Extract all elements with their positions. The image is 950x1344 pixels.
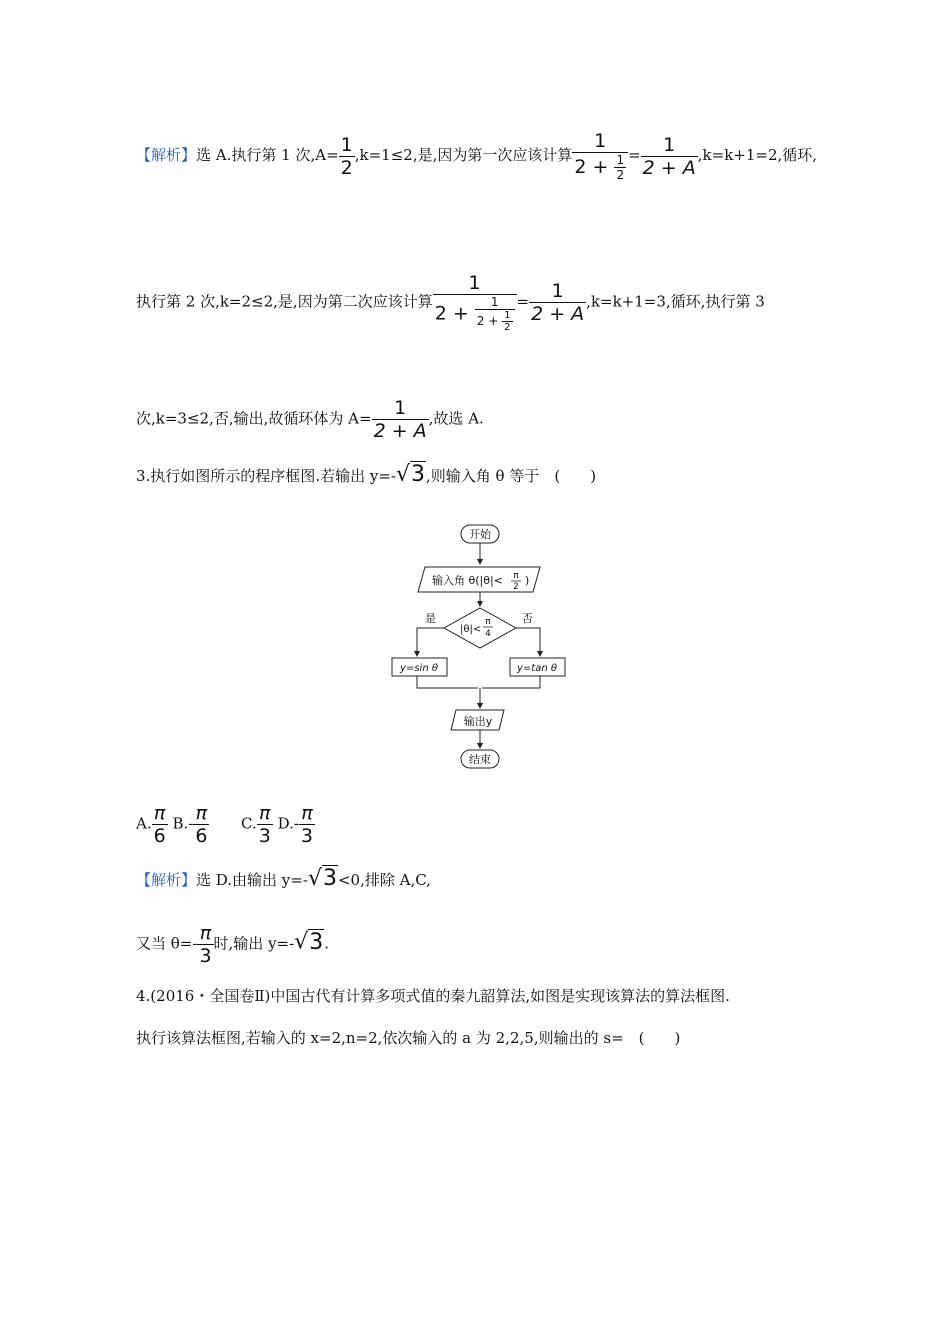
radicand: 3 <box>411 462 425 487</box>
option-c-fraction <box>257 802 273 847</box>
numerator: π <box>152 802 168 825</box>
solution-tag: 【解析】 <box>136 871 197 889</box>
text: ,故选 A. <box>428 409 484 428</box>
tan-label: y=tan θ <box>517 663 557 674</box>
continued-fraction-2 <box>433 272 517 333</box>
input-pi: π <box>513 571 519 581</box>
cond-pi: π <box>485 617 491 627</box>
denominator: 6 <box>195 825 208 847</box>
solution-q3-continued <box>136 922 329 967</box>
yes-label: 是 <box>425 612 436 625</box>
question-4-line-2: 执行该算法框图,若输入的 x=2,n=2,依次输入的 a 为 2,2,5,则输出的 s= ( ) <box>136 1029 681 1047</box>
equals: = <box>516 292 530 311</box>
solution-tag: 【解析】 <box>136 146 197 164</box>
denominator: 2 + A <box>531 303 585 325</box>
denominator: 6 <box>153 825 166 847</box>
denominator: 3 <box>258 825 271 847</box>
inner-inner-fraction <box>502 310 512 333</box>
inner-fraction <box>614 153 626 182</box>
denominator <box>433 295 517 333</box>
fraction-1-over-2-plus-a <box>641 134 698 179</box>
den-part: 2 + <box>574 156 615 178</box>
no-label: 否 <box>522 612 533 625</box>
solution-paragraph-1 <box>136 130 817 182</box>
denominator: 3 <box>300 825 314 847</box>
sqrt-3: √3 <box>395 462 425 487</box>
start-label: 开始 <box>469 528 491 541</box>
option-b-label: B.- <box>172 814 194 833</box>
denominator <box>475 310 515 333</box>
denominator: 2 <box>504 322 511 333</box>
text: 选 A.执行第 1 次,A= <box>196 146 339 164</box>
numerator: π <box>193 802 209 825</box>
option-b-fraction <box>193 802 209 847</box>
option-a-label: A. <box>136 814 152 833</box>
output-label: 输出y <box>463 715 493 728</box>
radicand: 3 <box>309 929 324 955</box>
sqrt-3: √3 <box>307 866 337 891</box>
numerator: 1 <box>529 280 586 303</box>
equals: = <box>628 146 641 164</box>
den-part: 2 + <box>476 314 503 328</box>
numerator: 1 <box>340 133 353 156</box>
denominator: 2 <box>340 156 353 179</box>
question-3 <box>136 462 596 487</box>
text: 次,k=3≤2,否,输出,故循环体为 A= <box>136 409 372 428</box>
inner-fraction <box>475 295 515 333</box>
flowchart <box>380 520 580 775</box>
numerator: 1 <box>504 310 511 321</box>
numerator: π <box>299 802 315 825</box>
solution-paragraph-2 <box>136 272 765 333</box>
fraction-1-over-2-plus-a <box>529 280 586 325</box>
input-two: 2 <box>513 582 519 592</box>
fraction-pi-over-3 <box>197 922 213 967</box>
end-label: 结束 <box>469 753 491 766</box>
denominator: 3 <box>199 945 212 967</box>
numerator: π <box>197 922 213 945</box>
denominator <box>572 153 628 182</box>
text: <0,排除 A,C, <box>337 871 431 889</box>
solution-paragraph-3 <box>136 397 484 442</box>
input-close: ) <box>525 574 530 587</box>
option-d-fraction <box>299 802 315 847</box>
text: ,则输入角 θ 等于 ( ) <box>426 467 597 485</box>
text: ,k=k+1=3,循环,执行第 3 <box>586 292 765 311</box>
fraction-1-over-2-plus-a <box>372 397 429 442</box>
solution-q3 <box>136 866 431 891</box>
numerator: 1 <box>641 134 698 157</box>
option-d-label: D.- <box>277 814 299 833</box>
text: ,k=1≤2,是,因为第一次应该计算 <box>354 146 573 164</box>
den-part: 2 + <box>434 302 475 325</box>
text: 时,输出 y=- <box>213 934 295 953</box>
cond-label: |θ|< <box>460 624 482 635</box>
input-label: 输入角 θ(|θ|< <box>432 574 503 587</box>
numerator: π <box>257 802 273 825</box>
answer-options <box>136 802 315 847</box>
denominator: 2 + A <box>642 156 696 179</box>
numerator: 1 <box>572 130 628 153</box>
question-4-line-1: 4.(2016・全国卷Ⅱ)中国古代有计算多项式值的秦九韶算法,如图是实现该算法的算法框图. <box>136 987 730 1005</box>
text: ,k=k+1=2,循环, <box>697 146 818 164</box>
text: 选 D.由输出 y=- <box>196 871 308 889</box>
continued-fraction-1 <box>572 130 628 182</box>
text: 执行第 2 次,k=2≤2,是,因为第二次应该计算 <box>136 292 433 311</box>
denominator: 2 + A <box>373 420 427 442</box>
cond-four: 4 <box>485 629 491 639</box>
fraction-a-half <box>339 134 355 179</box>
option-c-label: C. <box>241 814 257 833</box>
text: 又当 θ=- <box>136 934 198 953</box>
sqrt-3: √3 <box>294 929 324 955</box>
option-a-fraction <box>152 802 168 847</box>
numerator: 1 <box>372 397 429 420</box>
numerator: 1 <box>433 272 517 295</box>
sin-label: y=sin θ <box>400 663 438 674</box>
numerator: 1 <box>616 153 625 167</box>
radicand: 3 <box>322 866 337 891</box>
numerator: 1 <box>475 295 515 310</box>
denominator: 2 <box>616 168 625 182</box>
text: . <box>324 934 329 953</box>
text: 3.执行如图所示的程序框图.若输出 y=- <box>136 467 396 485</box>
